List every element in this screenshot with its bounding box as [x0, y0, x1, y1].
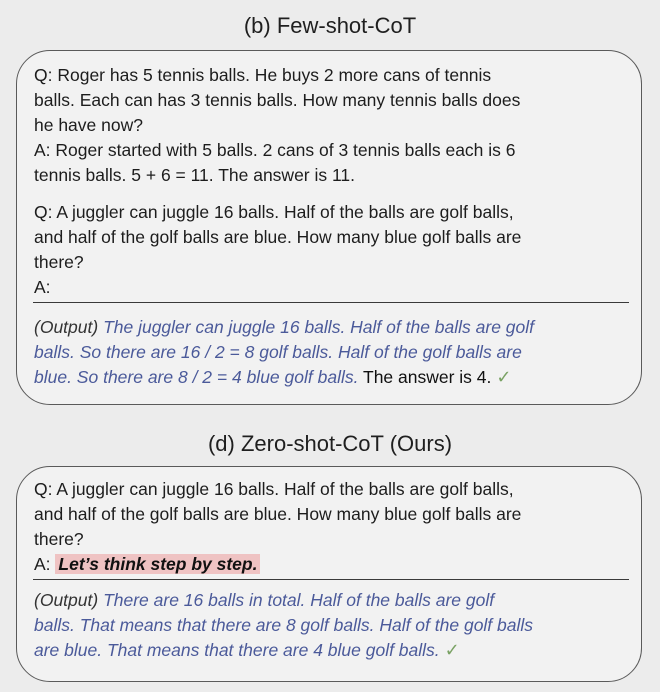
few-shot-cot-title: (b) Few-shot-CoT [243, 13, 417, 38]
step-by-step-prompt: Let’s think step by step. [55, 554, 260, 574]
target-question-line-1: Q: A juggler can juggle 16 balls. Half of the balls are golf balls, [34, 202, 514, 222]
example-question [34, 63, 631, 138]
zero-answer-label: A: [34, 554, 51, 574]
example-answer [34, 138, 631, 188]
zero-output-divider [33, 579, 629, 580]
example-answer-line-1: A: Roger started with 5 balls. 2 cans of 3 tennis balls each is 6 [34, 140, 516, 160]
zero-output-label: (Output) [34, 590, 99, 610]
output-divider [33, 302, 629, 303]
output-line-2: balls. So there are 16 / 2 = 8 golf balls. Half of the golf balls are [34, 342, 522, 362]
output-line-1: The juggler can juggle 16 balls. Half of the balls are golf [98, 317, 535, 337]
few-shot-cot-panel [16, 50, 642, 405]
zero-shot-cot-panel [16, 466, 642, 682]
zero-model-output [34, 588, 631, 663]
zero-question-line-1: Q: A juggler can juggle 16 balls. Half of the balls are golf balls, [34, 479, 514, 499]
zero-shot-cot-title: (d) Zero-shot-CoT (Ours) [207, 431, 453, 456]
answer-label: A: [34, 277, 51, 297]
zero-check-icon: ✓ [439, 640, 460, 660]
final-answer: The answer is 4. [358, 367, 492, 387]
zero-question-line-3: there? [34, 529, 84, 549]
example-answer-line-2: tennis balls. 5 + 6 = 11. The answer is 11. [34, 165, 356, 185]
target-question-line-2: and half of the golf balls are blue. How many blue golf balls are [34, 227, 522, 247]
example-question-line-2: balls. Each can has 3 tennis balls. How many tennis balls does [34, 90, 521, 110]
check-icon: ✓ [491, 367, 512, 387]
zero-output-line-2: balls. That means that there are 8 golf balls. Half of the golf balls [34, 615, 534, 635]
model-output [34, 315, 631, 390]
example-question-line-3: he have now? [34, 115, 143, 135]
zero-question-line-2: and half of the golf balls are blue. How many blue golf balls are [34, 504, 522, 524]
output-label: (Output) [34, 317, 99, 337]
zero-output-line-1: There are 16 balls in total. Half of the balls are golf [98, 590, 495, 610]
zero-output-line-3: are blue. That means that there are 4 blue golf balls. [34, 640, 440, 660]
output-line-3: blue. So there are 8 / 2 = 4 blue golf balls. [34, 367, 359, 387]
zero-shot-question [34, 477, 631, 577]
example-question-line-1: Q: Roger has 5 tennis balls. He buys 2 more cans of tennis [34, 65, 492, 85]
target-question [34, 200, 631, 300]
target-question-line-3: there? [34, 252, 84, 272]
